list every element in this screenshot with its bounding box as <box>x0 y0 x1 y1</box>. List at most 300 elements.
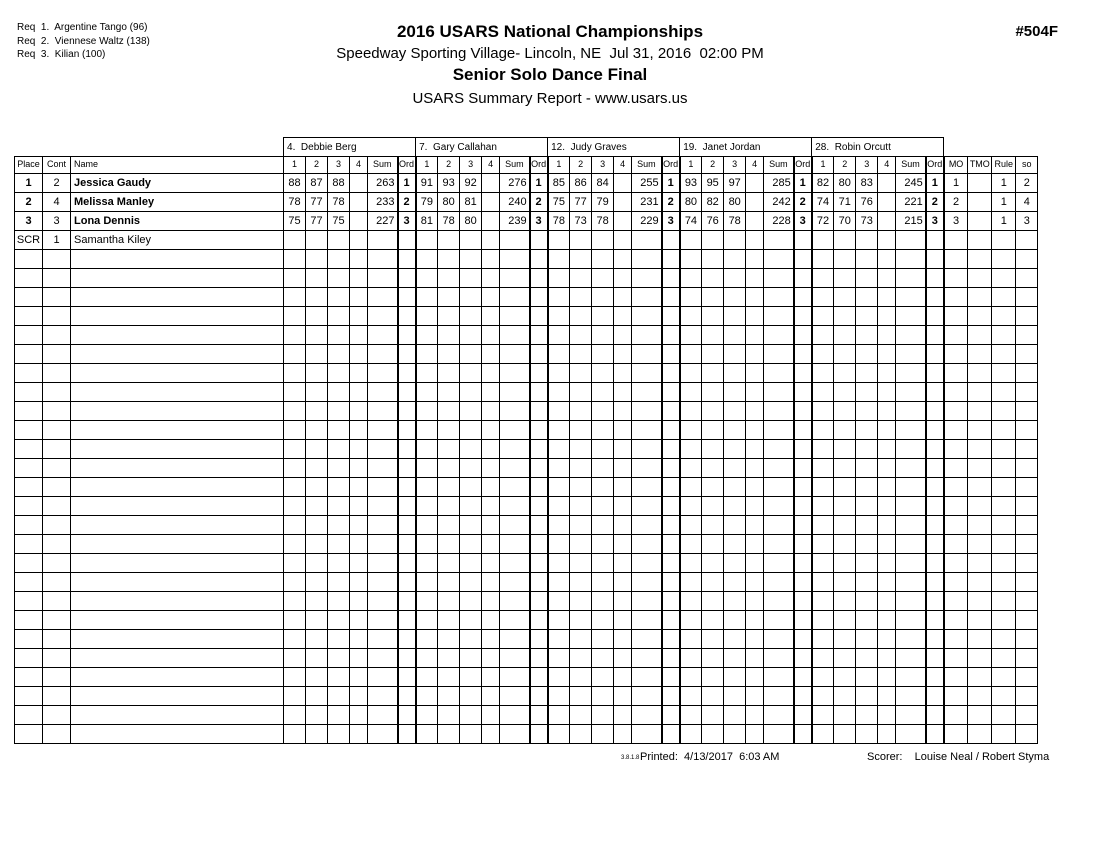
score-cell <box>592 231 614 250</box>
empty-cell <box>306 250 328 269</box>
empty-cell <box>350 250 368 269</box>
score-cell: 75 <box>548 193 570 212</box>
empty-cell <box>306 383 328 402</box>
empty-cell <box>812 402 834 421</box>
empty-cell <box>968 573 992 592</box>
empty-cell <box>968 687 992 706</box>
empty-cell <box>350 554 368 573</box>
empty-cell <box>878 421 896 440</box>
empty-cell <box>632 383 662 402</box>
empty-cell <box>284 630 306 649</box>
empty-cell <box>896 535 926 554</box>
empty-cell <box>856 307 878 326</box>
column-header-1: 1 <box>416 157 438 174</box>
empty-cell <box>328 592 350 611</box>
empty-cell <box>570 668 592 687</box>
score-cell <box>482 193 500 212</box>
ordinal-cell <box>398 231 416 250</box>
score-cell: 93 <box>680 174 702 193</box>
empty-cell <box>284 497 306 516</box>
empty-cell <box>460 421 482 440</box>
empty-cell <box>15 421 43 440</box>
empty-cell <box>15 307 43 326</box>
empty-cell <box>328 288 350 307</box>
empty-cell <box>812 497 834 516</box>
empty-cell <box>746 725 764 744</box>
empty-cell <box>71 250 284 269</box>
empty-cell <box>570 649 592 668</box>
empty-cell <box>71 269 284 288</box>
empty-row <box>15 611 1038 630</box>
empty-cell <box>460 592 482 611</box>
score-cell <box>482 231 500 250</box>
score-cell <box>614 193 632 212</box>
empty-cell <box>632 535 662 554</box>
score-cell: 81 <box>416 212 438 231</box>
empty-cell <box>834 307 856 326</box>
empty-cell <box>746 687 764 706</box>
empty-cell <box>746 554 764 573</box>
empty-cell <box>662 250 680 269</box>
empty-cell <box>926 364 944 383</box>
empty-cell <box>416 383 438 402</box>
empty-cell <box>398 440 416 459</box>
empty-cell <box>350 421 368 440</box>
empty-cell <box>1016 516 1038 535</box>
empty-cell <box>968 421 992 440</box>
empty-cell <box>614 706 632 725</box>
empty-cell <box>460 250 482 269</box>
ordinal-cell: 2 <box>662 193 680 212</box>
empty-cell <box>530 668 548 687</box>
empty-cell <box>834 592 856 611</box>
empty-cell <box>15 668 43 687</box>
empty-cell <box>724 668 746 687</box>
empty-cell <box>460 649 482 668</box>
empty-cell <box>328 706 350 725</box>
empty-cell <box>350 345 368 364</box>
empty-cell <box>306 421 328 440</box>
score-cell: 74 <box>680 212 702 231</box>
empty-cell <box>614 402 632 421</box>
empty-cell <box>662 706 680 725</box>
empty-cell <box>328 269 350 288</box>
empty-cell <box>992 383 1016 402</box>
empty-cell <box>438 383 460 402</box>
empty-row <box>15 592 1038 611</box>
empty-cell <box>812 725 834 744</box>
empty-cell <box>794 535 812 554</box>
empty-cell <box>702 497 724 516</box>
empty-cell <box>878 554 896 573</box>
empty-cell <box>794 687 812 706</box>
empty-cell <box>926 497 944 516</box>
empty-cell <box>856 516 878 535</box>
empty-cell <box>71 687 284 706</box>
empty-cell <box>680 459 702 478</box>
sum-cell: 227 <box>368 212 398 231</box>
empty-cell <box>592 288 614 307</box>
empty-cell <box>944 440 968 459</box>
empty-cell <box>530 459 548 478</box>
contestant-number-cell: 1 <box>43 231 71 250</box>
empty-cell <box>592 554 614 573</box>
empty-row <box>15 706 1038 725</box>
empty-cell <box>482 630 500 649</box>
empty-cell <box>71 307 284 326</box>
empty-cell <box>944 269 968 288</box>
empty-cell <box>724 402 746 421</box>
empty-cell <box>944 649 968 668</box>
empty-cell <box>1016 535 1038 554</box>
venue-date-line: Speedway Sporting Village- Lincoln, NE Jul 31, 2016 02:00 PM <box>336 45 764 62</box>
empty-cell <box>71 459 284 478</box>
empty-cell <box>614 573 632 592</box>
empty-cell <box>350 269 368 288</box>
empty-cell <box>968 668 992 687</box>
empty-cell <box>794 516 812 535</box>
score-cell <box>350 212 368 231</box>
empty-cell <box>702 288 724 307</box>
empty-cell <box>878 440 896 459</box>
empty-cell <box>856 402 878 421</box>
start-order-cell: 3 <box>1016 212 1038 231</box>
empty-cell <box>944 478 968 497</box>
empty-cell <box>680 250 702 269</box>
empty-cell <box>398 687 416 706</box>
score-cell: 88 <box>328 174 350 193</box>
empty-row <box>15 516 1038 535</box>
empty-cell <box>570 269 592 288</box>
empty-cell <box>460 288 482 307</box>
empty-cell <box>306 364 328 383</box>
empty-cell <box>746 611 764 630</box>
empty-cell <box>570 554 592 573</box>
empty-cell <box>548 516 570 535</box>
score-cell <box>878 174 896 193</box>
empty-cell <box>328 630 350 649</box>
empty-cell <box>368 345 398 364</box>
empty-cell <box>794 725 812 744</box>
empty-cell <box>856 459 878 478</box>
score-cell <box>438 231 460 250</box>
empty-cell <box>764 630 794 649</box>
empty-cell <box>306 516 328 535</box>
empty-cell <box>812 345 834 364</box>
empty-cell <box>368 516 398 535</box>
empty-cell <box>350 725 368 744</box>
empty-cell <box>350 440 368 459</box>
empty-cell <box>632 592 662 611</box>
empty-cell <box>548 687 570 706</box>
empty-cell <box>926 269 944 288</box>
empty-cell <box>746 668 764 687</box>
column-header-ord: Ord <box>530 157 548 174</box>
empty-cell <box>834 497 856 516</box>
empty-cell <box>306 345 328 364</box>
empty-cell <box>416 307 438 326</box>
empty-cell <box>43 478 71 497</box>
empty-cell <box>350 478 368 497</box>
rule-cell: 1 <box>992 212 1016 231</box>
empty-cell <box>416 326 438 345</box>
empty-cell <box>438 535 460 554</box>
empty-cell <box>662 649 680 668</box>
empty-cell <box>834 573 856 592</box>
empty-cell <box>724 345 746 364</box>
empty-cell <box>43 535 71 554</box>
empty-cell <box>43 459 71 478</box>
empty-cell <box>592 611 614 630</box>
score-cell: 80 <box>438 193 460 212</box>
empty-cell <box>530 554 548 573</box>
empty-cell <box>878 345 896 364</box>
empty-cell <box>368 440 398 459</box>
empty-cell <box>724 706 746 725</box>
empty-cell <box>592 516 614 535</box>
empty-cell <box>662 440 680 459</box>
empty-cell <box>460 497 482 516</box>
empty-cell <box>702 687 724 706</box>
empty-cell <box>856 364 878 383</box>
column-header-ord: Ord <box>794 157 812 174</box>
empty-cell <box>306 554 328 573</box>
empty-cell <box>398 706 416 725</box>
empty-cell <box>328 421 350 440</box>
empty-cell <box>764 402 794 421</box>
empty-cell <box>530 630 548 649</box>
empty-cell <box>746 288 764 307</box>
empty-cell <box>328 668 350 687</box>
empty-cell <box>764 573 794 592</box>
empty-cell <box>926 687 944 706</box>
column-header-sum: Sum <box>896 157 926 174</box>
ordinal-cell <box>794 231 812 250</box>
empty-cell <box>834 687 856 706</box>
empty-cell <box>548 326 570 345</box>
empty-cell <box>702 554 724 573</box>
score-cell: 85 <box>548 174 570 193</box>
score-cell: 74 <box>812 193 834 212</box>
empty-cell <box>416 592 438 611</box>
skater-name-cell: Samantha Kiley <box>71 231 284 250</box>
empty-cell <box>570 402 592 421</box>
column-header-3: 3 <box>460 157 482 174</box>
empty-cell <box>328 383 350 402</box>
empty-cell <box>724 383 746 402</box>
empty-cell <box>368 706 398 725</box>
score-cell: 76 <box>856 193 878 212</box>
empty-cell <box>856 497 878 516</box>
empty-cell <box>812 630 834 649</box>
empty-cell <box>926 668 944 687</box>
score-cell: 87 <box>306 174 328 193</box>
empty-cell <box>614 250 632 269</box>
empty-cell <box>15 706 43 725</box>
empty-cell <box>15 649 43 668</box>
empty-cell <box>992 649 1016 668</box>
empty-cell <box>284 516 306 535</box>
empty-cell <box>878 706 896 725</box>
empty-cell <box>614 554 632 573</box>
empty-cell <box>548 459 570 478</box>
start-order-cell: 4 <box>1016 193 1038 212</box>
empty-cell <box>71 402 284 421</box>
empty-cell <box>764 611 794 630</box>
empty-cell <box>460 630 482 649</box>
empty-cell <box>284 440 306 459</box>
empty-cell <box>398 611 416 630</box>
empty-row <box>15 649 1038 668</box>
empty-cell <box>702 516 724 535</box>
empty-cell <box>438 250 460 269</box>
empty-cell <box>416 250 438 269</box>
empty-cell <box>416 573 438 592</box>
empty-cell <box>834 668 856 687</box>
empty-cell <box>15 725 43 744</box>
empty-cell <box>368 611 398 630</box>
empty-cell <box>834 725 856 744</box>
ordinal-cell: 3 <box>530 212 548 231</box>
empty-cell <box>702 649 724 668</box>
empty-cell <box>530 307 548 326</box>
empty-cell <box>500 668 530 687</box>
empty-cell <box>15 592 43 611</box>
empty-cell <box>632 687 662 706</box>
empty-cell <box>896 364 926 383</box>
empty-cell <box>746 649 764 668</box>
score-cell: 78 <box>724 212 746 231</box>
empty-cell <box>632 554 662 573</box>
empty-cell <box>794 554 812 573</box>
score-cell: 80 <box>834 174 856 193</box>
empty-cell <box>530 516 548 535</box>
empty-cell <box>460 516 482 535</box>
empty-cell <box>530 706 548 725</box>
empty-cell <box>662 554 680 573</box>
empty-cell <box>614 345 632 364</box>
empty-cell <box>662 478 680 497</box>
empty-cell <box>926 725 944 744</box>
empty-cell <box>856 573 878 592</box>
empty-cell <box>548 269 570 288</box>
empty-cell <box>592 364 614 383</box>
empty-cell <box>662 516 680 535</box>
empty-cell <box>306 288 328 307</box>
empty-cell <box>834 288 856 307</box>
empty-cell <box>592 668 614 687</box>
empty-cell <box>398 573 416 592</box>
empty-cell <box>482 402 500 421</box>
empty-cell <box>328 687 350 706</box>
empty-cell <box>812 421 834 440</box>
empty-cell <box>614 288 632 307</box>
empty-cell <box>1016 345 1038 364</box>
ordinal-cell <box>662 231 680 250</box>
empty-cell <box>794 250 812 269</box>
empty-cell <box>944 250 968 269</box>
empty-cell <box>702 326 724 345</box>
empty-cell <box>812 535 834 554</box>
empty-cell <box>306 706 328 725</box>
empty-cell <box>500 535 530 554</box>
empty-cell <box>680 535 702 554</box>
empty-cell <box>530 269 548 288</box>
empty-cell <box>398 364 416 383</box>
empty-cell <box>500 345 530 364</box>
empty-cell <box>500 383 530 402</box>
empty-cell <box>968 630 992 649</box>
score-cell: 91 <box>416 174 438 193</box>
empty-cell <box>896 402 926 421</box>
empty-cell <box>794 497 812 516</box>
empty-cell <box>398 478 416 497</box>
empty-cell <box>834 250 856 269</box>
score-cell: 75 <box>328 212 350 231</box>
empty-cell <box>328 250 350 269</box>
empty-cell <box>724 421 746 440</box>
empty-cell <box>482 364 500 383</box>
empty-cell <box>992 440 1016 459</box>
empty-cell <box>632 326 662 345</box>
empty-cell <box>878 725 896 744</box>
empty-cell <box>530 288 548 307</box>
empty-cell <box>570 630 592 649</box>
empty-cell <box>592 250 614 269</box>
empty-cell <box>398 592 416 611</box>
empty-cell <box>764 364 794 383</box>
empty-cell <box>570 421 592 440</box>
empty-cell <box>438 307 460 326</box>
empty-cell <box>548 535 570 554</box>
empty-cell <box>368 497 398 516</box>
empty-cell <box>460 668 482 687</box>
empty-cell <box>284 269 306 288</box>
empty-cell <box>482 535 500 554</box>
empty-cell <box>548 478 570 497</box>
empty-cell <box>992 421 1016 440</box>
empty-cell <box>812 706 834 725</box>
empty-cell <box>460 326 482 345</box>
empty-cell <box>794 630 812 649</box>
empty-cell <box>306 497 328 516</box>
empty-cell <box>968 554 992 573</box>
empty-cell <box>500 592 530 611</box>
score-cell <box>570 231 592 250</box>
score-cell <box>724 231 746 250</box>
empty-cell <box>878 326 896 345</box>
empty-cell <box>43 269 71 288</box>
empty-cell <box>856 592 878 611</box>
empty-cell <box>992 459 1016 478</box>
empty-cell <box>724 573 746 592</box>
empty-cell <box>680 725 702 744</box>
empty-cell <box>662 269 680 288</box>
rule-cell: 1 <box>992 193 1016 212</box>
empty-cell <box>570 611 592 630</box>
sum-cell: 221 <box>896 193 926 212</box>
empty-cell <box>680 611 702 630</box>
empty-cell <box>812 383 834 402</box>
sum-cell: 245 <box>896 174 926 193</box>
empty-cell <box>548 402 570 421</box>
empty-cell <box>992 307 1016 326</box>
empty-cell <box>662 687 680 706</box>
empty-cell <box>548 497 570 516</box>
empty-row <box>15 687 1038 706</box>
empty-cell <box>328 649 350 668</box>
score-cell: 93 <box>438 174 460 193</box>
